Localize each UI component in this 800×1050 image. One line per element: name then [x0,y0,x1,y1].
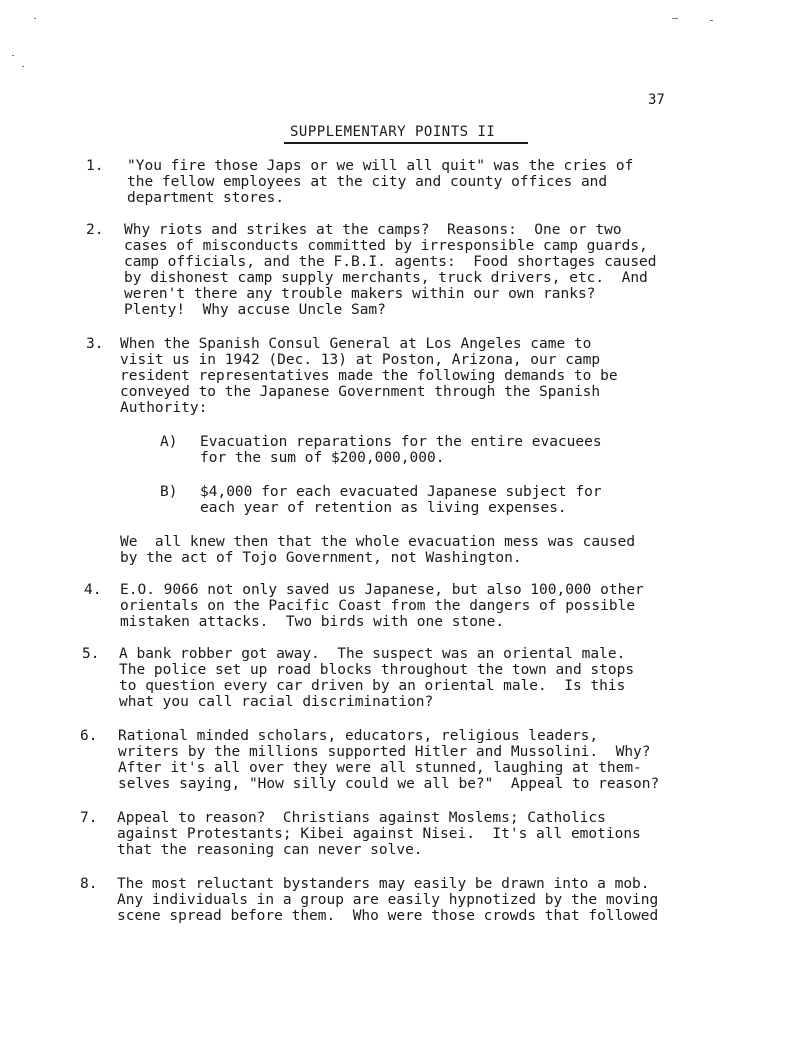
item-line: weren't there any trouble makers within our own ranks? [124,286,596,302]
item-line: against Protestants; Kibei against Nisei. It's all emotions [117,826,641,842]
item-line: the fellow employees at the city and county offices and [127,174,608,190]
item-line: The most reluctant bystanders may easily be drawn into a mob. [117,876,650,892]
item-number: 3. [86,336,104,352]
item-line: "You fire those Japs or we will all quit" was the cries of [127,158,634,174]
item-line: writers by the millions supported Hitler and Mussolini. Why? [118,744,651,760]
item-line: mistaken attacks. Two birds with one stone. [120,614,505,630]
item-line: E.O. 9066 not only saved us Japanese, but also 100,000 other [120,582,644,598]
item-line: Any individuals in a group are easily hypnotized by the moving [117,892,659,908]
item-line: resident representatives made the following demands to be [120,368,618,384]
page-title: SUPPLEMENTARY POINTS II [290,124,496,140]
subitem-line: $4,000 for each evacuated Japanese subject for [200,484,602,500]
item-closing-line: by the act of Tojo Government, not Washington. [120,550,522,566]
item-line: visit us in 1942 (Dec. 13) at Poston, Arizona, our camp [120,352,601,368]
item-line: The police set up road blocks throughout the town and stops [119,662,635,678]
item-number: 4. [84,582,102,598]
subitem-line: for the sum of $200,000,000. [200,450,445,466]
item-line: Plenty! Why accuse Uncle Sam? [124,302,386,318]
item-line: camp officials, and the F.B.I. agents: Food shortages caused [124,254,657,270]
item-line: by dishonest camp supply merchants, truck drivers, etc. And [124,270,648,286]
item-number: 1. [86,158,104,174]
item-number: 7. [80,810,98,826]
subitem-label: A) [160,434,178,450]
subitem-line: each year of retention as living expenses. [200,500,567,516]
item-line: that the reasoning can never solve. [117,842,423,858]
item-line: cases of misconducts committed by irresponsible camp guards, [124,238,648,254]
item-closing-line: We all knew then that the whole evacuation mess was caused [120,534,636,550]
subitem-label: B) [160,484,178,500]
title-underline [284,142,528,144]
item-line: department stores. [127,190,285,206]
item-line: Authority: [120,400,208,416]
item-line: conveyed to the Japanese Government through the Spanish [120,384,601,400]
item-number: 8. [80,876,98,892]
item-number: 2. [86,222,104,238]
page-number: 37 [648,92,665,108]
item-line: Why riots and strikes at the camps? Reasons: One or two [124,222,622,238]
item-line: After it's all over they were all stunned, laughing at them- [118,760,642,776]
item-line: A bank robber got away. The suspect was an oriental male. [119,646,626,662]
item-number: 6. [80,728,98,744]
item-line: Rational minded scholars, educators, religious leaders, [118,728,599,744]
subitem-line: Evacuation reparations for the entire evacuees [200,434,602,450]
item-line: selves saying, "How silly could we all be?" Appeal to reason? [118,776,660,792]
item-line: Appeal to reason? Christians against Moslems; Catholics [117,810,606,826]
item-line: what you call racial discrimination? [119,694,434,710]
item-line: orientals on the Pacific Coast from the dangers of possible [120,598,636,614]
item-line: When the Spanish Consul General at Los Angeles came to [120,336,592,352]
item-line: scene spread before them. Who were those crowds that followed [117,908,659,924]
item-line: to question every car driven by an oriental male. Is this [119,678,626,694]
item-number: 5. [82,646,100,662]
